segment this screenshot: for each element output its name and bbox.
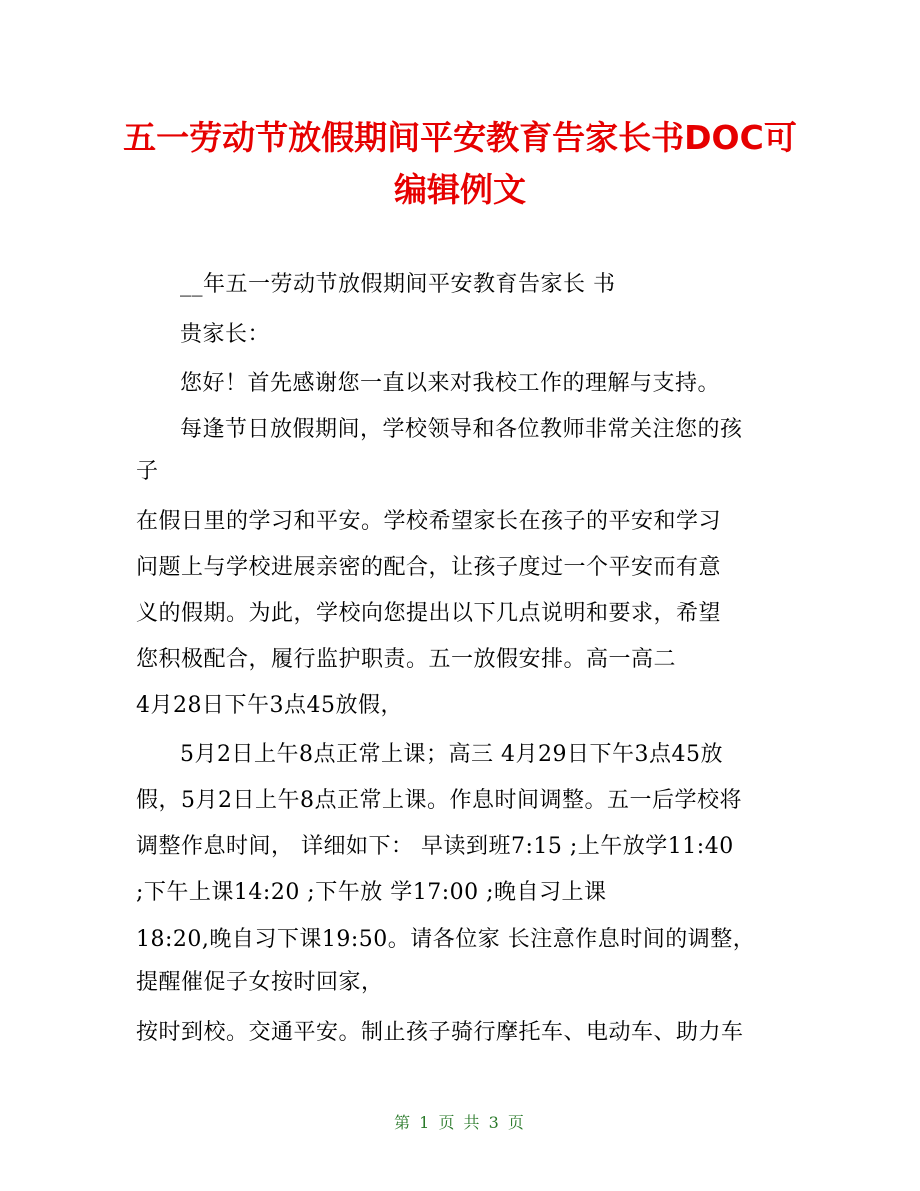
page-number-footer: 第 1 页 共 3 页 <box>394 1113 526 1132</box>
paragraph-line: 义的假期。为此，学校向您提出以下几点说明和要求，希望 <box>136 601 722 626</box>
paragraph-line: 调整作息时间， 详细如下： 早读到班7:15 ;上午放学11:40 <box>136 834 734 859</box>
paragraph-line: 在假日里的学习和平安。学校希望家长在孩子的平安和学习 <box>136 509 722 534</box>
paragraph-line: 假，5月2日上午8点正常上课。作息时间调整。五一后学校将 <box>136 788 742 813</box>
paragraph-line: 您好！首先感谢您一直以来对我校工作的理解与支持。 <box>180 371 721 396</box>
paragraph-line: 18:20,晚自习下课19:50。请各位家 长注意作息时间的调整， <box>136 927 756 952</box>
paragraph-line: 5月2日上午8点正常上课；高三 4月29日下午3点45放 <box>180 742 723 767</box>
paragraph-line: 问题上与学校进展亲密的配合，让孩子度过一个平安而有意 <box>136 555 722 580</box>
paragraph-line: 每逢节日放假期间，学校领导和各位教师非常关注您的孩 <box>180 417 743 442</box>
paragraph-line: 提醒催促子女按时回家， <box>136 970 384 995</box>
paragraph-line: 您积极配合，履行监护职责。五一放假安排。高一高二 <box>136 647 677 672</box>
document-title-line-1: 五一劳动节放假期间平安教育告家长书DOC可 <box>123 118 797 157</box>
paragraph-line: 子 <box>136 459 159 484</box>
paragraph-line: ;下午上课14:20 ;下午放 学17:00 ;晚自习上课 <box>136 880 607 905</box>
paragraph-line: 按时到校。交通平安。制止孩子骑行摩托车、电动车、助力车 <box>136 1020 744 1045</box>
paragraph-line: 4月28日下午3点45放假， <box>136 693 403 718</box>
document-title-line-2: 编辑例文 <box>394 170 526 209</box>
paragraph-line: __年五一劳动节放假期间平安教育告家长 书 <box>180 272 616 297</box>
paragraph-line: 贵家长： <box>180 322 271 347</box>
